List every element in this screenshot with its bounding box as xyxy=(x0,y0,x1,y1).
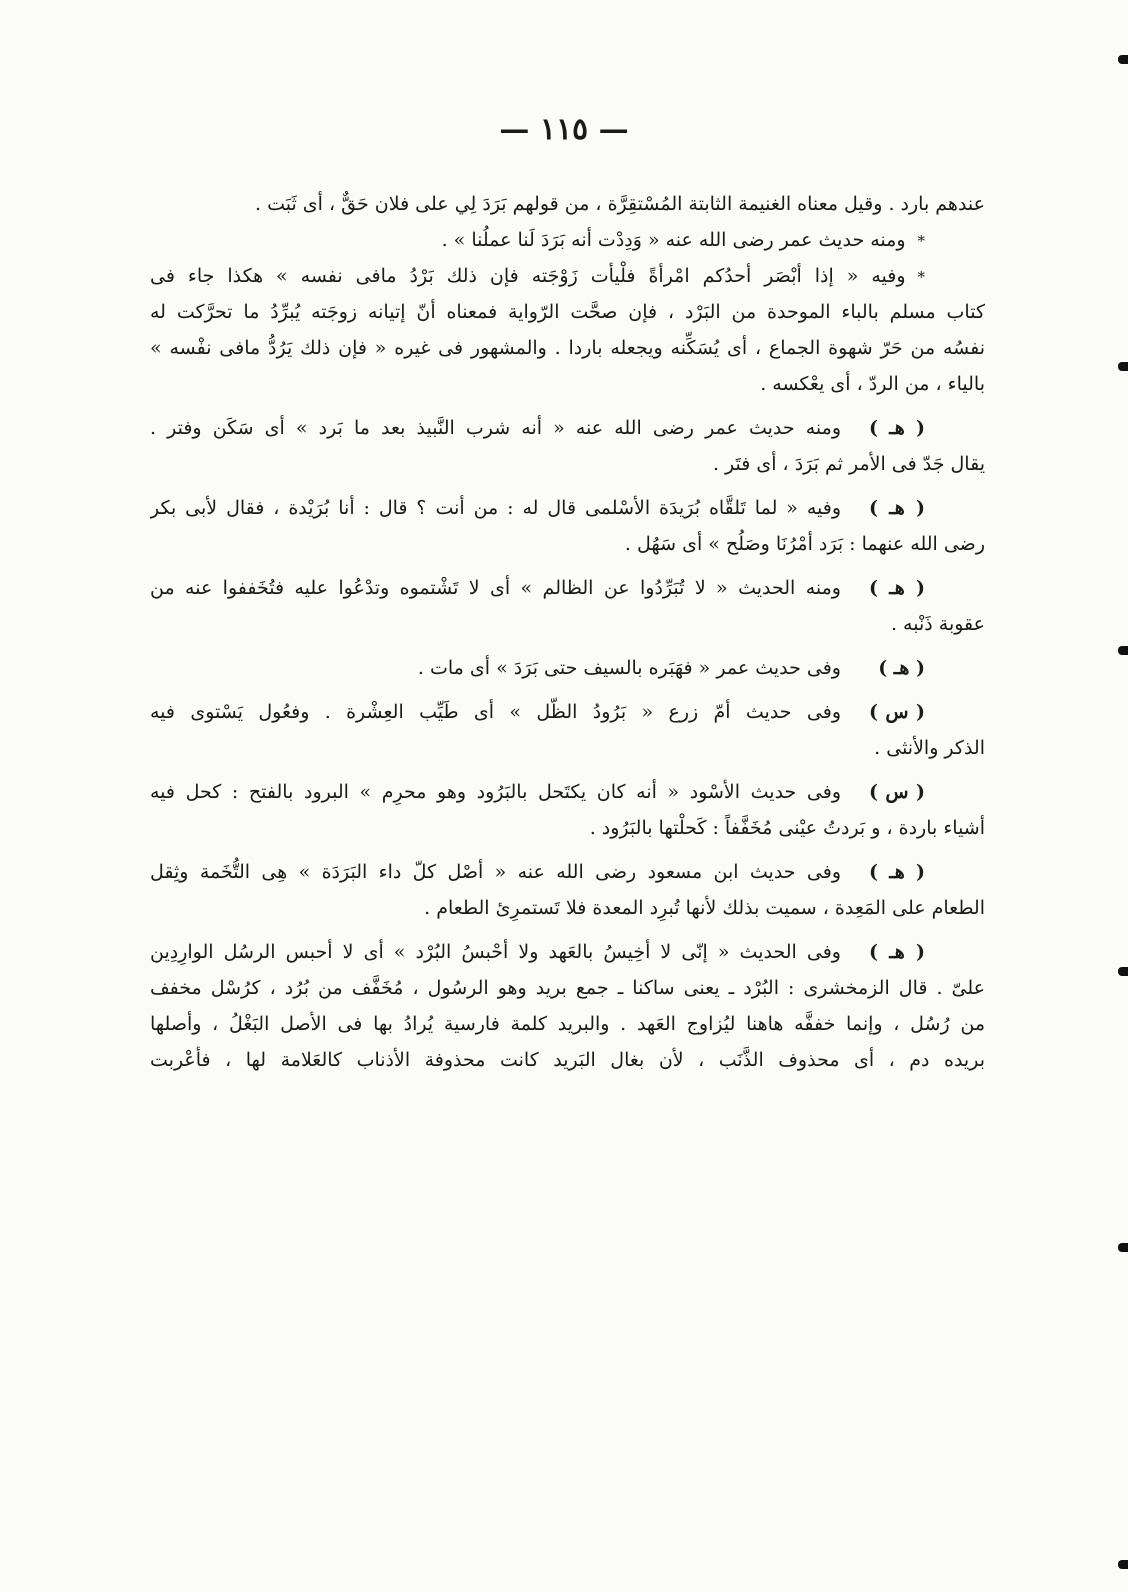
text-line xyxy=(150,774,985,810)
line-text: وفيه « لما تَلقَّاه بُرَيدَة الأسْلمى قال له : من أنت ؟ قال : أنا بُرَيْدة ، فقال لأبى بكر xyxy=(150,497,841,519)
line-text: ومنه حديث عمر رضى الله عنه « أنه شرب النَّبيذ بعد ما بَرد » أى سَكَن وفتر . xyxy=(150,417,841,439)
text-line xyxy=(150,1042,985,1078)
line-text: رضى الله عنهما : بَرَد أمْرُنَا وصَلُح » أى سَهُل . xyxy=(624,533,985,555)
line-text: وفيه « إذا أبْصَر أحدُكم امْرأةً فلْيأت زَوْجَته فإن ذلك بَرْدُ مافى نفسه » هكذا جاء فى xyxy=(150,265,906,287)
text-line xyxy=(150,854,985,890)
source-marker: ( هـ ) xyxy=(878,657,925,679)
text-line xyxy=(150,294,985,330)
text-line xyxy=(150,222,985,258)
line-text: عندهم بارد . وقيل معناه الغنيمة الثابتة المُسْتقِرَّة ، من قولهم بَرَدَ لِي على فلان حَقٌّ ، أى ثَبَت . xyxy=(254,193,985,215)
paragraph-gap xyxy=(150,402,985,410)
paragraph-gap xyxy=(150,482,985,490)
text-line xyxy=(150,186,985,222)
text-line xyxy=(150,490,985,526)
scan-edge-mark xyxy=(1118,362,1128,371)
text-line xyxy=(150,970,985,1006)
line-text: كتاب مسلم بالباء الموحدة من البَرْد ، فإن صحَّت الرّواية فمعناه أنّ إتيانه زوجَته يُبرِّدُ ما تحرَّكت له xyxy=(150,301,985,323)
text-line xyxy=(150,650,985,686)
line-text: من رُسُل ، وإنما خففَّه هاهنا ليُزاوج العَهد . والبريد كلمة فارسية يُرادُ بها فى الأصل البَغْلُ ، وأصلها xyxy=(150,1013,985,1035)
scan-edge-mark xyxy=(1118,1243,1128,1252)
line-text: علىّ . قال الزمخشرى : البُرْد ـ يعنى ساكنا ـ جمع بريد وهو الرسُول ، مُخَفَّف من بُرُد ، كرُسْل مخفف xyxy=(150,977,985,999)
source-marker: ( س ) xyxy=(869,781,925,803)
line-text: وفى حديث الأسْود « أنه كان يكتَحل بالبَرُود وهو محرِم » البرود بالفتح : كحل فيه xyxy=(150,781,841,803)
line-text: يقال جَدّ فى الأمر ثم بَرَدَ ، أى فتَر . xyxy=(712,453,985,475)
paragraph-gap xyxy=(150,642,985,650)
source-marker: ( هـ ) xyxy=(869,417,925,439)
paragraph-gap xyxy=(150,926,985,934)
line-text: وفى حديث أمّ زرع « بَرُودُ الظّل » أى طَيِّب العِشْرة . وفعُول يَسْتوى فيه xyxy=(150,701,841,723)
source-marker: ( هـ ) xyxy=(869,497,925,519)
source-marker: ( س ) xyxy=(869,701,925,723)
text-line xyxy=(150,606,985,642)
scan-edge-mark xyxy=(1118,1560,1128,1569)
paragraph-gap xyxy=(150,686,985,694)
line-text: الذكر والأنثى . xyxy=(874,737,985,759)
text-line xyxy=(150,570,985,606)
text-line xyxy=(150,526,985,562)
paragraph-gap xyxy=(150,846,985,854)
line-text: ومنه حديث عمر رضى الله عنه « وَدِدْت أنه بَرَدَ لَنا عملُنا » . xyxy=(441,229,906,251)
line-text: وفى حديث ابن مسعود رضى الله عنه « أصْل كلّ داء البَرَدَة » هِى التُّخَمة وثِقل xyxy=(150,861,841,883)
body-text xyxy=(150,186,985,1078)
text-line xyxy=(150,258,985,294)
text-line xyxy=(150,730,985,766)
source-marker: ( هـ ) xyxy=(869,861,925,883)
line-text: وفى الحديث « إنّى لا أخِيسُ بالعَهد ولا أحْبسُ البُرْد » أى لا أحبس الرسُل الوارِدِين xyxy=(150,941,841,963)
line-text: عقوبة ذَنْبه . xyxy=(890,613,985,635)
text-line xyxy=(150,330,985,366)
text-line xyxy=(150,366,985,402)
paragraph-gap xyxy=(150,766,985,774)
source-marker: ( هـ ) xyxy=(869,577,925,599)
line-text: بالياء ، من الردّ ، أى يعْكسه . xyxy=(760,373,985,395)
scan-edge-mark xyxy=(1118,967,1128,976)
scan-edge-mark xyxy=(1118,646,1128,655)
text-line xyxy=(150,890,985,926)
text-line xyxy=(150,1006,985,1042)
scan-edge-mark xyxy=(1118,55,1128,64)
entry-star-marker: * xyxy=(917,232,925,250)
text-line xyxy=(150,410,985,446)
line-text: أشياء باردة ، و بَردتُ عيْنى مُخَفَّفاً : كَحلْتها بالبَرُود . xyxy=(589,817,985,839)
text-line xyxy=(150,810,985,846)
paragraph-gap xyxy=(150,562,985,570)
page-number: — ١١٥ — xyxy=(499,112,629,147)
text-line xyxy=(150,934,985,970)
line-text: ومنه الحديث « لا تُبَرِّدُوا عن الظالم » أى لا تَشْتموه وتدْعُوا عليه فتُخَففوا عنه من xyxy=(150,577,841,599)
line-text: الطعام على المَعِدة ، سميت بذلك لأنها تُبرِد المعدة فلا تَستمرِئ الطعام . xyxy=(424,897,985,919)
line-text: بريده دم ، أى محذوف الذَّنَب ، لأن بغال البَريد كانت محذوفة الأذناب كالعَلامة لها ، فأعْربت xyxy=(150,1049,985,1071)
line-text: نفسُه من حَرّ شهوة الجماع ، أى يُسَكِّنه ويجعله باردا . والمشهور فى غيره « فإن ذلك يَرُدُّ مافى نفْسه » xyxy=(150,337,985,359)
text-line xyxy=(150,446,985,482)
source-marker: ( هـ ) xyxy=(869,941,925,963)
line-text: وفى حديث عمر « فهَبَره بالسيف حتى بَرَدَ » أى مات . xyxy=(417,657,841,679)
entry-star-marker: * xyxy=(917,268,925,286)
text-line xyxy=(150,694,985,730)
